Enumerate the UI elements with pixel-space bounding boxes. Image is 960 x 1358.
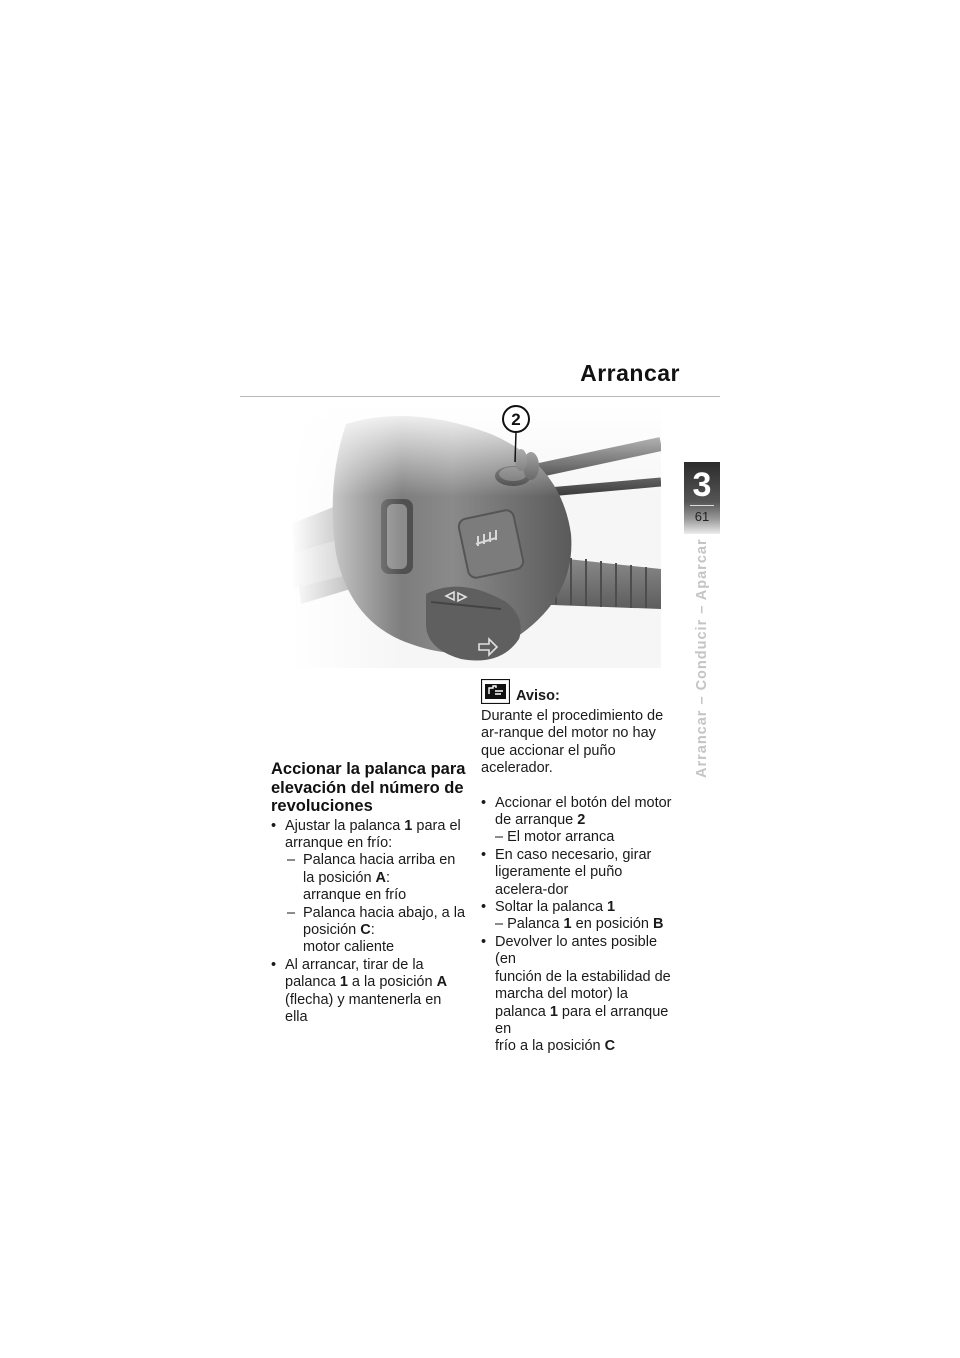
step-text: En caso necesario, girar ligeramente el puño acelera-dor [495,846,652,898]
ref-number: 1 [549,1003,558,1020]
step-text: Ajustar la palanca [285,817,405,834]
step-text: : [370,921,375,938]
step-text: Palanca hacia abajo, a la posición [303,904,466,938]
list-item-continued: (flecha) y mantenerla en ella [285,991,442,1025]
list-item-result [481,916,677,933]
side-chapter-title-text: Arrancar – Conducir – Aparcar [694,538,710,778]
step-text: para el arranque en frío: [285,817,461,851]
result-text: Palanca [507,916,564,933]
note-text: Durante el procedimiento de ar-ranque del motor no hay que accionar el puño acelerador. [481,708,664,777]
ref-number: 1 [563,916,572,933]
list-item-continued: marcha del motor) la [495,986,628,1003]
position-letter: A [436,974,448,991]
ref-number: 1 [404,817,413,834]
list-item [481,934,677,969]
dash-marker: – [287,904,296,921]
list-item-continued [271,974,467,991]
step-text: palanca [495,1003,550,1020]
result-text: en posición [571,916,654,933]
step-text: frío a la posición [495,1038,605,1055]
list-item [481,847,677,899]
list-item [271,852,467,887]
note-header [481,680,677,704]
list-item-continued [481,1004,677,1039]
step-text: Al arrancar, tirar de la [285,956,424,973]
step-text: Accionar el botón del motor de arranque [495,794,672,829]
ref-number: 1 [607,899,616,916]
step-text: para el arranque en [495,1003,669,1037]
title-rule [240,396,720,397]
step-text: Soltar la palanca [495,899,608,916]
list-item-detail: arranque en frío [303,887,407,904]
position-letter: C [360,921,371,938]
starting-instructions [481,680,677,1056]
list-item-continued [481,1038,677,1055]
list-item [271,957,467,974]
position-letter: B [653,916,664,933]
list-item [481,899,677,916]
step-text: : [386,869,391,886]
dash-marker: – [495,829,508,846]
chapter-divider [690,505,714,506]
step-text: Palanca hacia arriba en la posición [303,852,456,886]
dash-marker: – [287,852,296,869]
bullet-marker: • [481,899,487,916]
handlebar-switch-photo [291,404,661,668]
bullet-marker: • [271,956,277,973]
position-letter: A [375,869,387,886]
list-item-continued: función de la estabilidad de [495,968,671,985]
bullet-marker: • [271,817,277,834]
note-icon [481,679,510,704]
page-title: Arrancar [580,360,680,386]
result-text: El motor arranca [507,829,615,846]
bullet-marker: • [481,933,487,950]
list-item-detail: motor caliente [303,939,395,956]
side-chapter-title [692,538,714,778]
step-text: a la posición [347,974,437,991]
list-item [271,905,467,940]
position-letter: C [604,1038,616,1055]
ref-number: 1 [339,974,348,991]
chapter-number: 3 [692,466,712,504]
step-text: Devolver lo antes posible (en [495,933,658,968]
step-text: palanca [285,974,340,991]
list-item [481,795,677,830]
lever-instructions [271,760,467,1026]
list-item-result [481,829,677,846]
page-number: 61 [694,509,710,524]
list-item [271,818,467,853]
note-title: Aviso: [516,688,560,704]
callout-2-label: 2 [511,410,521,429]
bullet-marker: • [481,794,487,811]
dash-marker: – [495,916,508,933]
bullet-marker: • [481,846,487,863]
ref-number: 2 [577,812,586,829]
section-heading: Accionar la palanca para elevación del número de revoluciones [271,760,466,815]
